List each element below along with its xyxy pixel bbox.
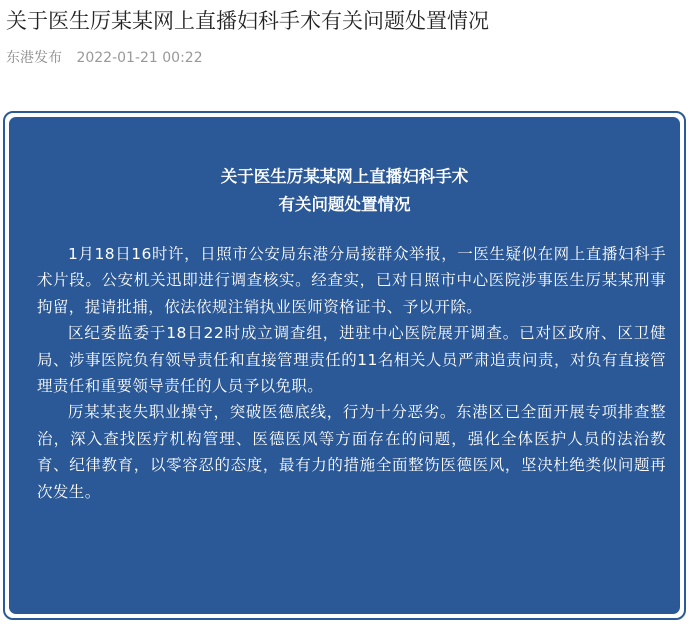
notice-panel xyxy=(3,111,686,620)
article-meta xyxy=(6,48,203,68)
notice-paragraph-2: 区纪委监委于18日22时成立调查组，进驻中心医院展开调查。已对区政府、区卫健局、涉事医院负有领导责任和直接管理责任的11名相关人员严肃追责问责，对负有直接管理责任和重要领导责任的人员予以免职。 xyxy=(37,324,666,396)
notice-title xyxy=(37,163,666,219)
article-timestamp: 2022-01-21 00:22 xyxy=(76,50,203,66)
notice-title-line-1: 关于医生厉某某网上直播妇科手术 xyxy=(220,167,469,186)
notice-paragraph-3: 厉某某丧失职业操守，突破医德底线，行为十分恶劣。东港区已全面开展专项排查整治，深入查找医疗机构管理、医德医风等方面存在的问题，强化全体医护人员的法治教育、纪律教育，以零容忍的态度，最有力的措施全面整饬医德医风，坚决杜绝类似问题再次发生。 xyxy=(37,403,666,501)
article-source[interactable]: 东港发布 xyxy=(6,50,62,66)
notice-body xyxy=(9,117,680,614)
notice-title-line-2: 有关问题处置情况 xyxy=(278,195,411,214)
notice-paragraph-1: 1月18日16时许，日照市公安局东港分局接群众举报，一医生疑似在网上直播妇科手术片段。公安机关迅即进行调查核实。经查实，已对日照市中心医院涉事医生厉某某刑事拘留，提请批捕，依法依规注销执业医师资格证书、予以开除。 xyxy=(37,245,666,316)
article-title: 关于医生厉某某网上直播妇科手术有关问题处置情况 xyxy=(6,9,489,33)
